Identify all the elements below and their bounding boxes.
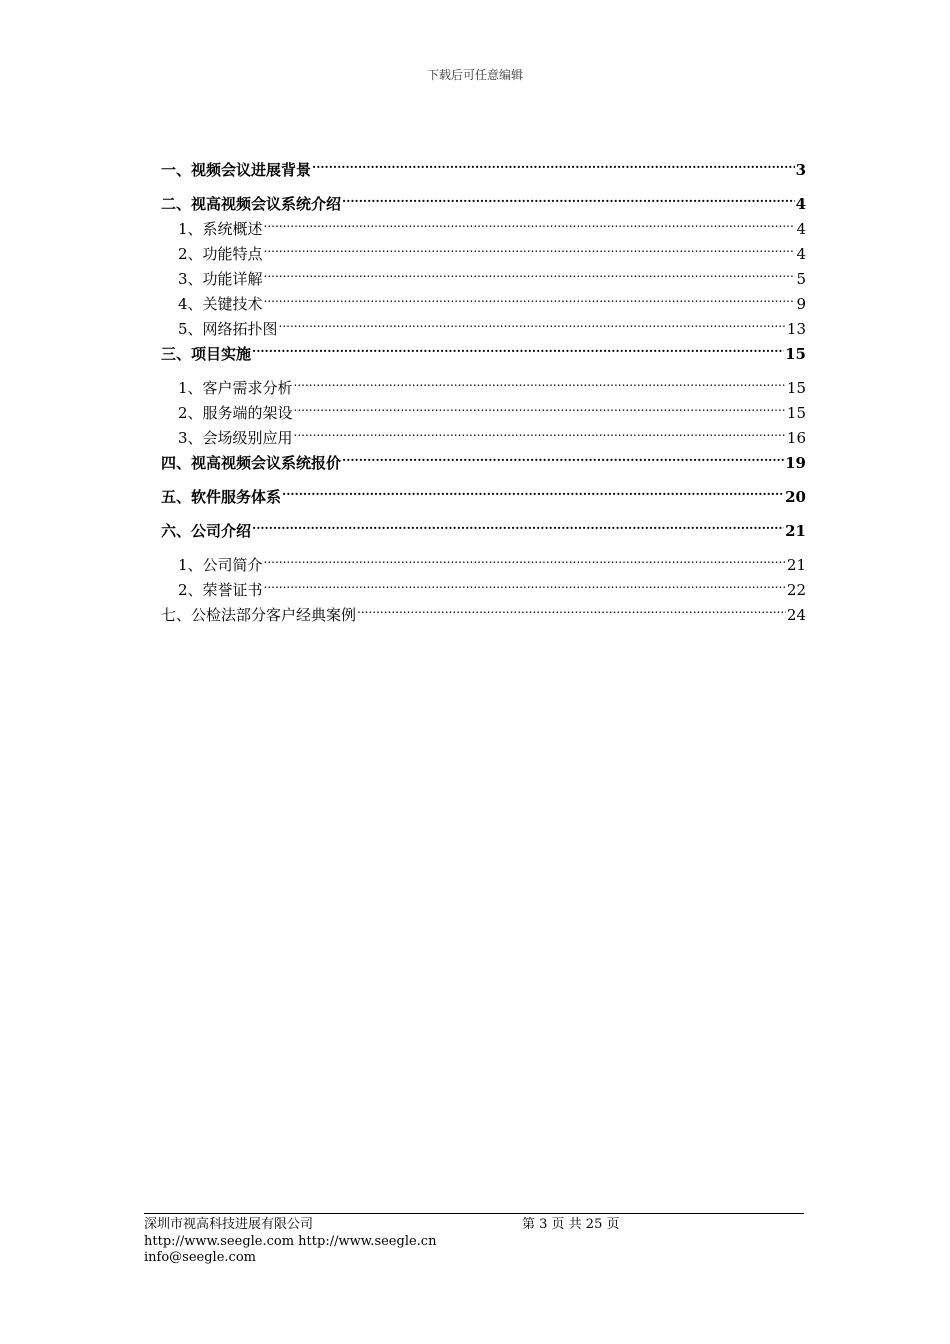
toc-entry-page: 3 <box>795 161 806 179</box>
toc-entry[interactable] <box>161 184 806 213</box>
toc-leader-dots <box>252 511 784 536</box>
toc-entry[interactable] <box>161 150 806 179</box>
toc-entry-page: 13 <box>786 320 806 338</box>
toc-leader-dots <box>264 234 796 259</box>
toc-entry-page: 22 <box>786 581 806 599</box>
toc-leader-dots <box>264 570 786 595</box>
toc-entry-title: 四、视高视频会议系统报价 <box>161 454 342 472</box>
toc-leader-dots <box>357 595 786 620</box>
toc-entry-title: 六、公司介绍 <box>161 522 252 540</box>
toc-entry-title: 3、功能详解 <box>178 270 263 288</box>
toc-entry[interactable] <box>161 545 806 574</box>
toc-entry-title: 3、会场级别应用 <box>178 429 293 447</box>
toc-entry-page: 19 <box>785 454 806 472</box>
toc-leader-dots <box>294 418 786 443</box>
toc-entry-page: 24 <box>786 606 806 624</box>
footer-page-number: 第 3 页 共 25 页 <box>522 1217 620 1232</box>
toc-entry-title: 一、视频会议进展背景 <box>161 161 312 179</box>
toc-entry-page: 15 <box>786 379 806 397</box>
toc-entry-title: 七、公检法部分客户经典案例 <box>161 606 357 624</box>
toc-entry-title: 2、荣誉证书 <box>178 581 263 599</box>
toc-entry-title: 二、视高视频会议系统介绍 <box>161 195 342 213</box>
toc-entry-page: 5 <box>796 270 806 288</box>
toc-entry-title: 1、系统概述 <box>178 220 263 238</box>
toc-leader-dots <box>264 545 786 570</box>
toc-leader-dots <box>342 443 784 468</box>
toc-entry-page: 20 <box>785 488 806 506</box>
toc-entry-page: 21 <box>785 522 806 540</box>
toc-leader-dots <box>264 209 796 234</box>
toc-entry[interactable] <box>161 334 806 363</box>
toc-entry-title: 1、客户需求分析 <box>178 379 293 397</box>
toc-entry-page: 4 <box>795 195 806 213</box>
toc-entry-page: 15 <box>785 345 806 363</box>
page-header: 下载后可任意编辑 <box>426 68 523 82</box>
toc-entry-title: 4、关键技术 <box>178 295 263 313</box>
toc-entry[interactable] <box>161 477 806 506</box>
toc-entry-page: 4 <box>796 245 806 263</box>
toc-leader-dots <box>264 284 796 309</box>
footer-email[interactable]: info@seegle.com <box>144 1250 256 1265</box>
toc-entry-page: 9 <box>796 295 806 313</box>
footer-company-name: 深圳市视高科技进展有限公司 <box>144 1217 314 1232</box>
table-of-contents <box>161 150 806 624</box>
toc-leader-dots <box>252 334 784 359</box>
toc-entry-page: 16 <box>786 429 806 447</box>
toc-leader-dots <box>342 184 795 209</box>
toc-entry-title: 五、软件服务体系 <box>161 488 282 506</box>
toc-entry-title: 2、服务端的架设 <box>178 404 293 422</box>
toc-entry-title: 5、网络拓扑图 <box>178 320 278 338</box>
toc-entry-title: 2、功能特点 <box>178 245 263 263</box>
toc-leader-dots <box>282 477 784 502</box>
toc-entry[interactable] <box>161 368 806 397</box>
toc-leader-dots <box>294 393 786 418</box>
toc-entry-title: 1、公司简介 <box>178 556 263 574</box>
toc-leader-dots <box>294 368 786 393</box>
toc-leader-dots <box>264 259 796 284</box>
toc-entry-title: 三、项目实施 <box>161 345 252 363</box>
footer-divider <box>144 1213 804 1214</box>
toc-entry-page: 4 <box>796 220 806 238</box>
toc-entry[interactable] <box>161 511 806 540</box>
footer-websites[interactable]: http://www.seegle.com http://www.seegle.cn <box>144 1234 437 1249</box>
toc-entry-page: 21 <box>786 556 806 574</box>
toc-entry-page: 15 <box>786 404 806 422</box>
toc-leader-dots <box>312 150 795 175</box>
toc-leader-dots <box>279 309 786 334</box>
